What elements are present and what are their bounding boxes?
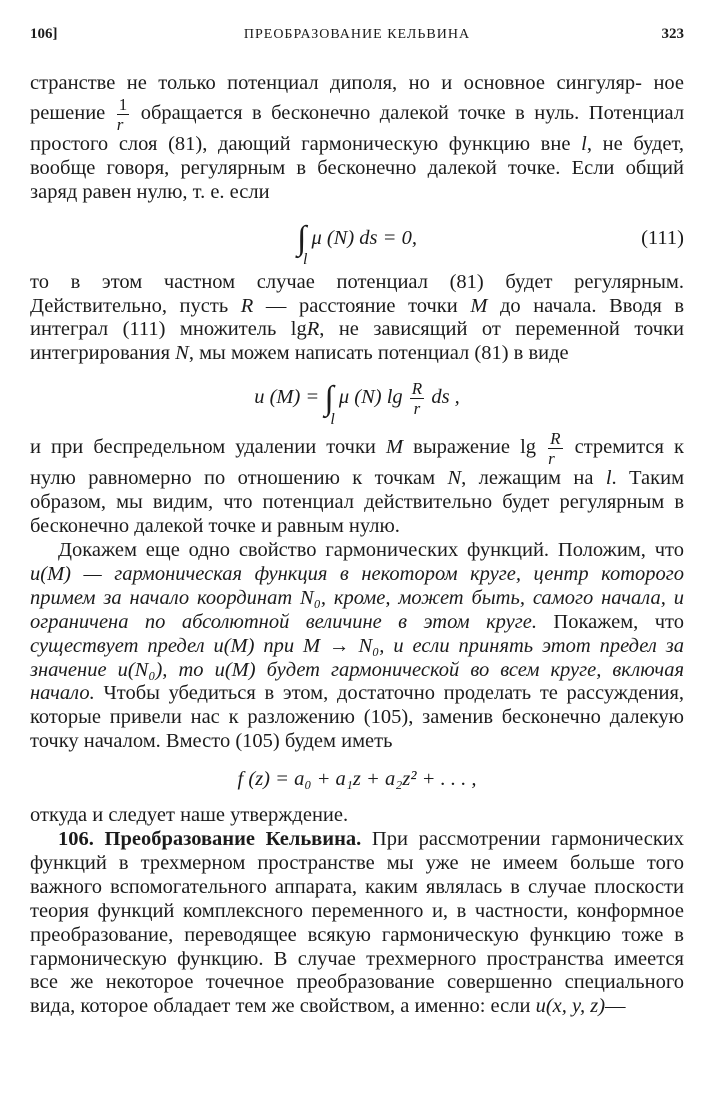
integral-subscript: l [330, 410, 335, 428]
text-run: стремится к нулю равномерно по отношению к точкам [30, 436, 685, 490]
paragraph-regular [30, 271, 684, 367]
math-symbol: l [581, 132, 587, 155]
text-run: выражение lg [413, 436, 537, 459]
running-title: ПРЕОБРАЗОВАНИЕ КЕЛЬВИНА [243, 27, 471, 42]
fraction-denominator: r [116, 114, 124, 134]
fraction-numerator: 1 [118, 94, 128, 114]
text-run: Потенциал простого слоя (81), дающий гармоническую функцию вне [30, 102, 685, 155]
text-run: Докажем еще одно свойство гармонических функций. Положим, что [58, 538, 684, 561]
running-header [30, 26, 684, 50]
fraction-R-over-r [548, 430, 562, 467]
fraction-one-over-r [117, 96, 130, 133]
italic-statement: существует предел u(M) при M → N₀, и если принять этот предел за значение u(N₀), то u(M) будет гармонической во всем круге, включая начало. [30, 634, 684, 705]
text-run: Покажем, что [553, 610, 684, 633]
equation-series [30, 754, 684, 804]
fraction-denominator: r [413, 399, 421, 419]
text-run: — [605, 995, 626, 1018]
equation-111 [30, 205, 684, 271]
page-number: 323 [661, 26, 684, 42]
equation-lhs: u (M) = [254, 386, 320, 409]
paragraph-limit [30, 430, 684, 539]
math-symbol: M [386, 436, 404, 459]
math-symbol: R [306, 318, 320, 341]
math-symbol: M [470, 294, 488, 317]
italic-statement: u(M) — гармоническая функция в некотором круге, центр которого примем за начало координат N₀, кроме, может быть, самого начала, и ограничена по абсолютной величине в этом круге. [30, 562, 684, 633]
text-run: откуда и следует наше утверждение. [30, 804, 349, 827]
paragraph-harmonic-property [30, 539, 684, 754]
text-run: , не будет, вообще говоря, регулярным в бесконечно далекой точке. Если общий заряд равен нулю, т. е. если [30, 132, 685, 203]
fraction-numerator: R [550, 429, 561, 449]
equation-potential [30, 366, 684, 428]
math-symbol: N [175, 342, 189, 365]
fraction-numerator: R [411, 379, 423, 399]
text-run: то в этом частном случае потенциал (81) будет регулярным. Действительно, пусть [30, 270, 684, 317]
text-run: до начала. Вводя в интеграл (111) множитель lg [30, 294, 685, 341]
math-symbol: R [240, 294, 254, 317]
text-run: странстве не только потенциал диполя, но и основное сингуляр- [30, 72, 642, 94]
text-run: , мы можем написать потенциал (81) в виде [188, 342, 569, 365]
integral-sign: ∫ l [324, 379, 335, 428]
paragraph-dipole [30, 72, 684, 205]
paragraph-kelvin [30, 828, 684, 1019]
math-symbol: l [605, 467, 612, 490]
math-expression: u(x, y, z) [535, 995, 606, 1018]
text-run: — расстояние точки [265, 294, 458, 317]
text-run: обращается в бесконечно далекой точке в нуль. [140, 102, 580, 125]
fraction-denominator: r [548, 449, 555, 469]
text-run: , не зависящий от переменной точки интегрирования [30, 318, 684, 365]
text-run: и при беспредельном удалении точки [30, 436, 376, 459]
math-symbol: N [447, 467, 462, 490]
equation-body: μ (N) lg [338, 386, 403, 409]
section-marker: 106] [30, 26, 58, 42]
text-run: , лежащим на [461, 467, 594, 490]
page-body [30, 72, 684, 1019]
fraction-R-over-r [410, 380, 424, 417]
integral-subscript: l [302, 250, 308, 268]
paragraph-conclusion [30, 804, 684, 828]
text-run: Чтобы убедиться в этом, достаточно проделать те рассуждения, которые привели нас к разложению (105), заменив бесконечно далекую точку началом. Вместо (105) будем иметь [30, 682, 684, 753]
text-run: . Таким образом, мы видим, что потенциал действительно будет регулярным в бесконечно далекой точке и равным нулю. [30, 467, 685, 538]
section-heading: 106. Преобразование Кельвина. [58, 828, 362, 851]
equation-body: f (z) = a₀ + a₁z + a₂z² + . . . , [237, 768, 477, 791]
integral-sign: ∫ l [296, 219, 308, 268]
text-run: ное решение [30, 72, 685, 125]
equation-body: ds , [431, 386, 460, 409]
equation-body: μ (N) ds = 0, [311, 226, 417, 249]
text-run: При рассмотрении гармонических функций в трехмерном пространстве мы уже не имеем больше того важного вспомогательного аппарата, каким являлась в случае плоскости теория функций комплексного переменного и, в частности, конформное преобразование, переводящее всякую гармоническую функцию тоже в гармоническую функцию. В случае трехмерного пространства имеется все же некоторое точечное преобразование совершенно специального вида, которое обладает тем же свойством, а именно: если [30, 828, 685, 1018]
equation-number: (111) [641, 226, 684, 249]
book-page [30, 0, 684, 1100]
